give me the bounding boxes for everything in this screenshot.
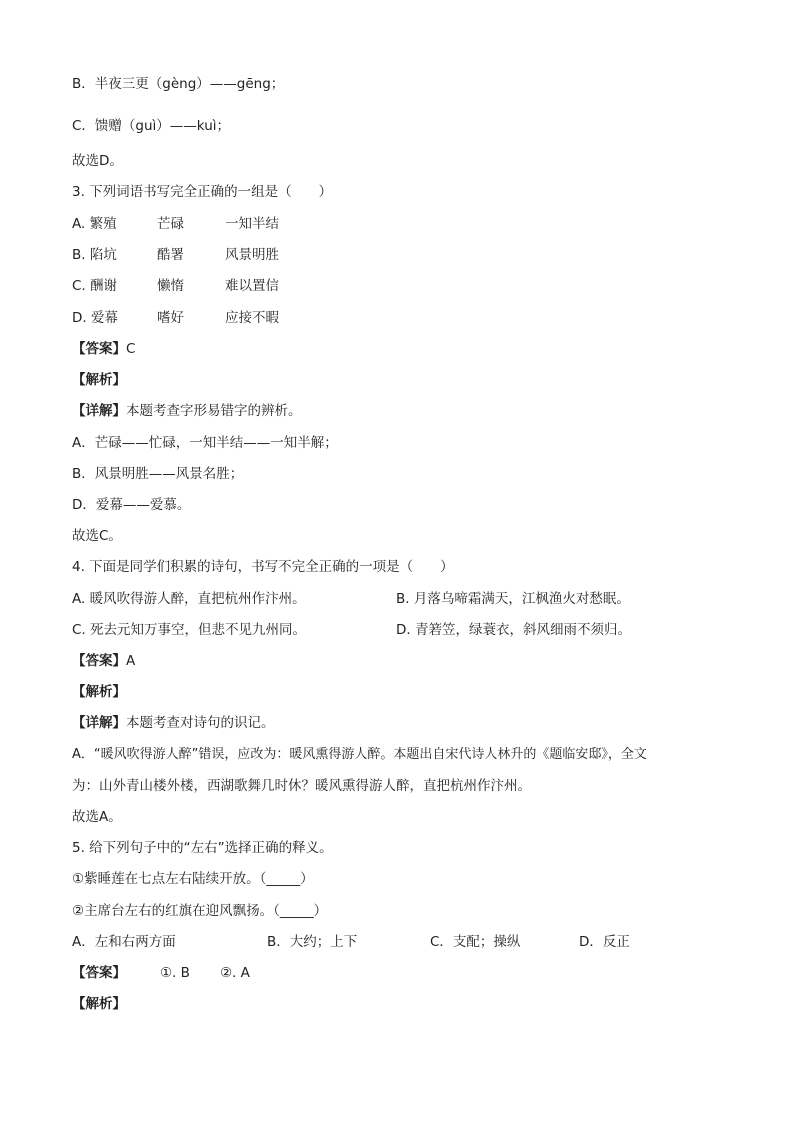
q3-option-word: 风景明胜	[225, 247, 279, 263]
answer-tag: 【答案】	[72, 965, 126, 981]
q4-detail	[72, 715, 275, 731]
q3-detail	[72, 403, 302, 419]
answer-value: ②. A	[219, 965, 250, 981]
q3-option-d	[72, 310, 279, 326]
answer-value: ①. B	[160, 965, 190, 981]
answer-value: A	[126, 653, 136, 669]
q4-option-text: 月落乌啼霜满天，江枫渔火对愁眠。	[413, 591, 630, 607]
q3-option-label: D.	[72, 310, 87, 326]
q3-option-a	[72, 216, 279, 232]
q4-option-d	[396, 622, 631, 638]
prev-answer: 故选D。	[72, 153, 123, 169]
q3-answer	[72, 341, 135, 357]
q3-option-word: 繁殖	[89, 216, 117, 232]
q3-option-word: 难以置信	[225, 278, 279, 294]
q4-option-label: C.	[72, 622, 86, 638]
q4-option-label: B.	[396, 591, 410, 607]
q3-option-word: 酷署	[157, 247, 184, 263]
q4-conclusion: 故选A。	[72, 809, 122, 825]
q3-option-word: 嗜好	[157, 310, 184, 326]
q3-option-label: A.	[72, 216, 86, 232]
q5-stem: 5. 给下列句子中的“左右”选择正确的释义。	[72, 840, 333, 856]
q3-option-c	[72, 278, 279, 294]
q5-option-d: D．反正	[579, 934, 630, 950]
q5-sentence-2: ②主席台左右的红旗在迎风飘扬。（_____）	[72, 903, 328, 919]
q5-option-c: C．支配；操纵	[430, 934, 521, 950]
q3-option-word: 芒碌	[157, 216, 184, 232]
q4-answer	[72, 653, 135, 669]
q4-stem: 4. 下面是同学们积累的诗句，书写不完全正确的一项是（ ）	[72, 559, 454, 575]
q3-option-word: 懒惰	[157, 278, 184, 294]
q4-option-label: D.	[396, 622, 411, 638]
detail-tag: 【详解】	[72, 715, 126, 731]
prev-option-b: B．半夜三更（gèng）——gēng；	[72, 76, 285, 92]
detail-text: 本题考查字形易错字的辨析。	[126, 403, 302, 419]
q3-option-label: B.	[72, 247, 86, 263]
q4-analysis-line: A．“暖风吹得游人醉”错误，应改为：暖风熏得游人醉。本题出自宋代诗人林升的《题临安邸》，全文	[72, 747, 647, 762]
q5-option-a: A．左和右两方面	[72, 934, 176, 950]
q4-option-a	[72, 591, 306, 607]
answer-tag: 【答案】	[72, 653, 126, 669]
q3-option-word: 陷坑	[89, 247, 117, 263]
q3-option-word: 应接不暇	[225, 310, 279, 326]
q4-analysis-line: 为：山外青山楼外楼，西湖歌舞几时休？暖风熏得游人醉，直把杭州作汴州。	[72, 778, 531, 794]
detail-tag: 【详解】	[72, 403, 126, 419]
q4-option-c	[72, 622, 306, 638]
q3-stem: 3. 下列词语书写完全正确的一组是（ ）	[72, 184, 333, 200]
q3-option-word: 一知半结	[225, 216, 279, 232]
q5-answer	[72, 965, 250, 981]
prev-option-c: C．馈赠（guì）——kuì；	[72, 118, 231, 134]
q3-analysis-line: B．风景明胜——风景名胜；	[72, 466, 244, 482]
q3-option-word: 酬谢	[90, 278, 118, 294]
q4-option-text: 暖风吹得游人醉，直把杭州作汴州。	[89, 591, 306, 607]
q3-option-b	[72, 247, 279, 263]
answer-value: C	[126, 341, 136, 357]
q4-option-label: A.	[72, 591, 86, 607]
q3-analysis-line: A．芒碌——忙碌，一知半结——一知半解；	[72, 435, 338, 451]
q5-option-b: B．大约；上下	[267, 934, 358, 950]
q4-analysis-tag: 【解析】	[72, 684, 126, 700]
q3-analysis-tag: 【解析】	[72, 372, 126, 388]
q5-analysis-tag: 【解析】	[72, 996, 126, 1012]
q3-analysis-line: D．爱幕——爱慕。	[72, 497, 191, 513]
q4-option-b	[396, 591, 630, 607]
q3-option-label: C.	[72, 278, 86, 294]
q4-option-text: 死去元知万事空，但悲不见九州同。	[90, 622, 307, 638]
answer-tag: 【答案】	[72, 341, 126, 357]
q5-sentence-1: ①紫睡莲在七点左右陆续开放。（_____）	[72, 871, 314, 887]
q3-conclusion: 故选C。	[72, 528, 122, 544]
q3-option-word: 爱幕	[90, 310, 118, 326]
detail-text: 本题考查对诗句的识记。	[126, 715, 275, 731]
q4-option-text: 青箬笠，绿蓑衣，斜风细雨不须归。	[414, 622, 631, 638]
